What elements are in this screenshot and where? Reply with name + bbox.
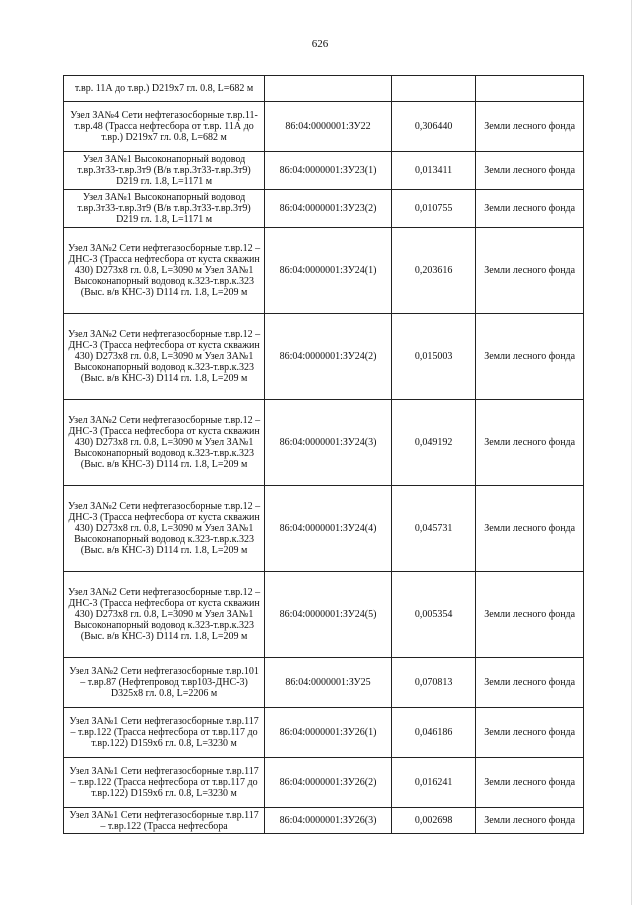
- cadastral-number: [265, 76, 392, 102]
- cadastral-number: 86:04:0000001:ЗУ22: [265, 102, 392, 152]
- land-category: Земли лесного фонда: [476, 708, 584, 758]
- cadastral-number: 86:04:0000001:ЗУ23(2): [265, 190, 392, 228]
- object-description: Узел ЗА№1 Сети нефтегазосборные т.вр.117 – т.вр.122 (Трасса нефтесбора от т.вр.117 до т.вр.122) D159х6 гл. 0.8, L=3230 м: [64, 758, 265, 808]
- plot-area: 0,002698: [391, 808, 475, 834]
- land-category: Земли лесного фонда: [476, 486, 584, 572]
- page-number: 626: [311, 38, 329, 50]
- table-row: [64, 400, 584, 486]
- table-row: [64, 190, 584, 228]
- land-category: Земли лесного фонда: [476, 152, 584, 190]
- plot-area: [391, 76, 475, 102]
- object-description: Узел ЗА№2 Сети нефтегазосборные т.вр.101 – т.вр.87 (Нефтепровод т.вр103-ДНС-3) D325х8 гл. 0.8, L=2206 м: [64, 658, 265, 708]
- land-category: Земли лесного фонда: [476, 400, 584, 486]
- table-row: [64, 76, 584, 102]
- object-description: Узел ЗА№4 Сети нефтегазосборные т.вр.11-т.вр.48 (Трасса нефтесбора от т.вр. 11А до т.вр.) D219х7 гл. 0.8, L=682 м: [64, 102, 265, 152]
- object-description: Узел ЗА№1 Высоконапорный водовод т.вр.3т33-т.вр.3т9 (В/в т.вр.3т33-т.вр.3т9) D219 гл. 1.8, L=1171 м: [64, 152, 265, 190]
- plot-area: 0,203616: [391, 228, 475, 314]
- cadastral-number: 86:04:0000001:ЗУ24(4): [265, 486, 392, 572]
- plot-area: 0,013411: [391, 152, 475, 190]
- cadastral-number: 86:04:0000001:ЗУ24(1): [265, 228, 392, 314]
- object-description: Узел ЗА№2 Сети нефтегазосборные т.вр.12 – ДНС-3 (Трасса нефтесбора от куста скважин 430) D273х8 гл. 0.8, L=3090 м Узел ЗА№1 Высоконапорный водовод к.323-т.вр.к.323 (Выс. в/в КНС-3) D114 гл. 1.8, L=209 м: [64, 400, 265, 486]
- cadastral-number: 86:04:0000001:ЗУ24(5): [265, 572, 392, 658]
- table-row: [64, 152, 584, 190]
- land-category: Земли лесного фонда: [476, 190, 584, 228]
- table-row: [64, 102, 584, 152]
- table-row: [64, 572, 584, 658]
- cadastral-number: 86:04:0000001:ЗУ26(2): [265, 758, 392, 808]
- land-category: Земли лесного фонда: [476, 658, 584, 708]
- scan-edge-shadow: [631, 0, 632, 905]
- object-description: Узел ЗА№1 Сети нефтегазосборные т.вр.117 – т.вр.122 (Трасса нефтесбора: [64, 808, 265, 834]
- table-row: [64, 708, 584, 758]
- land-category: Земли лесного фонда: [476, 102, 584, 152]
- plot-area: 0,016241: [391, 758, 475, 808]
- table-row: [64, 228, 584, 314]
- object-description: Узел ЗА№1 Сети нефтегазосборные т.вр.117 – т.вр.122 (Трасса нефтесбора от т.вр.117 до т.вр.122) D159х6 гл. 0.8, L=3230 м: [64, 708, 265, 758]
- table-row: [64, 808, 584, 834]
- land-category: Земли лесного фонда: [476, 808, 584, 834]
- cadastral-number: 86:04:0000001:ЗУ24(3): [265, 400, 392, 486]
- table-row: [64, 486, 584, 572]
- plot-area: 0,045731: [391, 486, 475, 572]
- plot-area: 0,015003: [391, 314, 475, 400]
- cadastral-number: 86:04:0000001:ЗУ24(2): [265, 314, 392, 400]
- land-category: Земли лесного фонда: [476, 758, 584, 808]
- plot-area: 0,049192: [391, 400, 475, 486]
- plot-area: 0,306440: [391, 102, 475, 152]
- plot-area: 0,070813: [391, 658, 475, 708]
- cadastral-number: 86:04:0000001:ЗУ26(3): [265, 808, 392, 834]
- object-description: т.вр. 11А до т.вр.) D219х7 гл. 0.8, L=682 м: [64, 76, 265, 102]
- object-description: Узел ЗА№2 Сети нефтегазосборные т.вр.12 – ДНС-3 (Трасса нефтесбора от куста скважин 430) D273х8 гл. 0.8, L=3090 м Узел ЗА№1 Высоконапорный водовод к.323-т.вр.к.323 (Выс. в/в КНС-3) D114 гл. 1.8, L=209 м: [64, 314, 265, 400]
- table-row: [64, 658, 584, 708]
- land-category: Земли лесного фонда: [476, 228, 584, 314]
- object-description: Узел ЗА№1 Высоконапорный водовод т.вр.3т33-т.вр.3т9 (В/в т.вр.3т33-т.вр.3т9) D219 гл. 1.8, L=1171 м: [64, 190, 265, 228]
- plot-area: 0,046186: [391, 708, 475, 758]
- land-category: [476, 76, 584, 102]
- object-description: Узел ЗА№2 Сети нефтегазосборные т.вр.12 – ДНС-3 (Трасса нефтесбора от куста скважин 430) D273х8 гл. 0.8, L=3090 м Узел ЗА№1 Высоконапорный водовод к.323-т.вр.к.323 (Выс. в/в КНС-3) D114 гл. 1.8, L=209 м: [64, 486, 265, 572]
- cadastral-number: 86:04:0000001:ЗУ23(1): [265, 152, 392, 190]
- land-plots-table: [63, 75, 584, 834]
- cadastral-number: 86:04:0000001:ЗУ26(1): [265, 708, 392, 758]
- object-description: Узел ЗА№2 Сети нефтегазосборные т.вр.12 – ДНС-3 (Трасса нефтесбора от куста скважин 430) D273х8 гл. 0.8, L=3090 м Узел ЗА№1 Высоконапорный водовод к.323-т.вр.к.323 (Выс. в/в КНС-3) D114 гл. 1.8, L=209 м: [64, 572, 265, 658]
- land-category: Земли лесного фонда: [476, 314, 584, 400]
- land-category: Земли лесного фонда: [476, 572, 584, 658]
- cadastral-number: 86:04:0000001:ЗУ25: [265, 658, 392, 708]
- table-row: [64, 314, 584, 400]
- plot-area: 0,010755: [391, 190, 475, 228]
- table-row: [64, 758, 584, 808]
- object-description: Узел ЗА№2 Сети нефтегазосборные т.вр.12 – ДНС-3 (Трасса нефтесбора от куста скважин 430) D273х8 гл. 0.8, L=3090 м Узел ЗА№1 Высоконапорный водовод к.323-т.вр.к.323 (Выс. в/в КНС-3) D114 гл. 1.8, L=209 м: [64, 228, 265, 314]
- plot-area: 0,005354: [391, 572, 475, 658]
